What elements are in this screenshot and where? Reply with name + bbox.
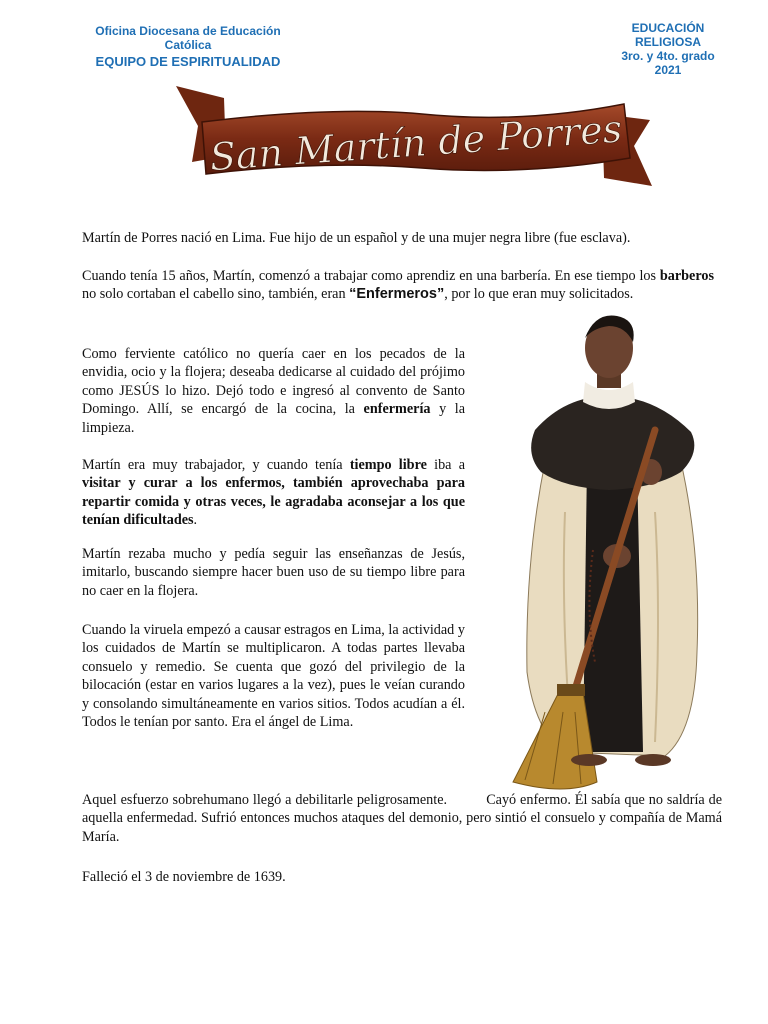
paragraph-convent: Como ferviente católico no quería caer en los pecados de la envidia, ocio y la flojera; deseaba dedicarse al cuidado del prójimo como JESÚS lo hizo. Dejó todo e ingresó al convento de Santo Domingo. Allí, se encargó de la cocina, la enfermería y la limpieza. [82,346,465,436]
office-name-line2: Católica [164,38,212,52]
term-enfermeria: enfermería [363,401,431,418]
subject-line1: EDUCACIÓN [631,21,705,35]
paragraph-smallpox: Cuando la viruela empezó a causar estragos en Lima, la actividad y los cuidados de Martín se multiplicaron. A todas partes llevaba consuelo y remedio. Se cuenta que gozó del privilegio de la bilocación (estar en varios lugares a la vez), pues le veían curando y consolando simultáneamente en varios sitios. Todos acudían a él. Todos le tenían por santo. Era el ángel de Lima. [82,622,465,731]
title-banner [172,84,654,190]
paragraph-barber: Cuando tenía 15 años, Martín, comenzó a trabajar como aprendiz en una barbería. En ese tiempo los barberos no solo cortaban el cabello sino, también, eran “Enfermeros”, por lo que eran muy solicitados. [82,268,714,303]
subject-line2: RELIGIOSA [634,35,701,49]
saint-martin-illustration [505,312,715,792]
team-name: EQUIPO DE ESPIRITUALIDAD [95,54,281,69]
term-enfermeros: “Enfermeros” [349,286,445,303]
paragraph-prayer: Martín rezaba mucho y pedía seguir las enseñanzas de Jesús, imitarlo, buscando siempre hacer buen uso de su tiempo libre para no caer en la flojera. [82,546,465,599]
paragraph-birth: Martín de Porres nació en Lima. Fue hijo de un español y de una mujer negra libre (fue esclava). [82,230,631,246]
paragraph-free-time: Martín era muy trabajador, y cuando tenía tiempo libre iba a visitar y curar a los enfermos, también aprovechaba para repartir comida y otras veces, le agradaba aconsejar a los que tenían dificultades. [82,457,465,529]
banner-title: San Martín de Porres [208,106,624,180]
office-name-line1: Oficina Diocesana de Educación [95,24,281,38]
paragraph-death: Falleció el 3 de noviembre de 1639. [82,869,286,885]
subject-header [606,21,730,77]
office-header [80,24,296,70]
subject-line3: 3ro. y 4to. grado [621,49,715,63]
subject-line4: 2021 [654,63,682,77]
term-tiempo-libre: tiempo libre [349,457,427,473]
highlight-visitar: visitar y curar a los enfermos, también aprovechaba para repartir comida y otras veces, le agradaba aconsejar a los que tenían dificultades [82,475,465,529]
paragraph-illness: Aquel esfuerzo sobrehumano llegó a debilitarle peligrosamente. Cayó enfermo. Él sabía que no saldría de aquella enfermedad. Sufrió entonces muchos ataques del demonio, pero sintió el consuelo y compañía de Mamá María. [82,792,726,845]
term-barberos: barberos [659,268,714,284]
